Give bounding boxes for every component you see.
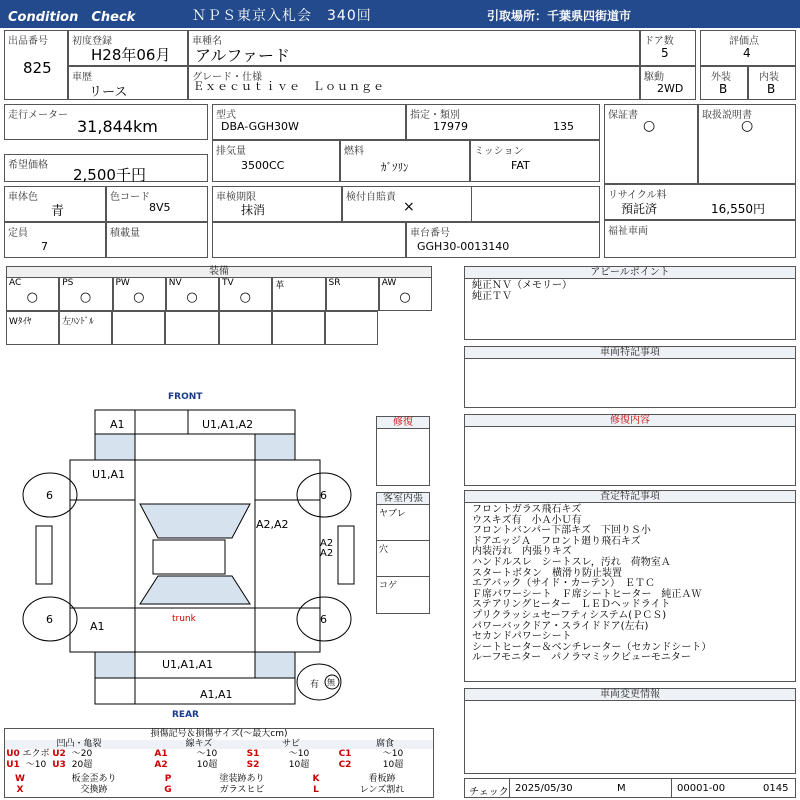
legend-group-rust: サビ — [245, 740, 337, 749]
exterior-label: 外装 — [711, 72, 731, 83]
price-value: 2,500千円 — [73, 166, 146, 184]
legend-others — [5, 775, 433, 797]
designation-value-2: 135 — [553, 120, 574, 133]
interior-burn: コゲ — [379, 581, 398, 591]
transmission-cell — [470, 140, 600, 182]
equipment-label: PS — [62, 278, 74, 288]
transmission-label: ミッション — [474, 146, 524, 157]
inspection-note-11: プリクラッシュセーフティシステム(ＰＣＳ) — [472, 609, 667, 621]
damage-front-right[interactable]: U1,A1,A2 — [202, 418, 254, 431]
header-bar — [0, 0, 800, 28]
fuel-label: 燃料 — [344, 146, 364, 157]
equipment-label: AC — [9, 278, 22, 288]
legend-other-0-e: K — [312, 774, 320, 784]
equipment-label: PW — [115, 278, 130, 288]
footer-number: 0145 — [763, 783, 789, 794]
capacity-label: 定員 — [8, 228, 28, 239]
score-label: 評価点 — [729, 36, 759, 47]
legend-code-1-b: ～10 — [25, 760, 47, 770]
welfare-cell — [604, 220, 796, 258]
legend-code-0-e: A1 — [154, 749, 168, 759]
footer-code: 00001-00 — [677, 783, 726, 794]
model-label: 型式 — [216, 110, 236, 121]
equipment-label: TV — [222, 278, 234, 288]
car-name-label: 車種名 — [192, 36, 222, 47]
interior-cell — [748, 66, 796, 100]
appeal-line-1: 純正ＮＶ（メモリー） — [472, 280, 572, 291]
damage-left-rear[interactable]: A1 — [90, 620, 105, 633]
change-info-title: 車両変更情報 — [465, 689, 795, 701]
special-notes-panel — [464, 346, 796, 408]
load-capacity-cell — [106, 222, 208, 258]
chassis-cell — [406, 222, 600, 258]
equipment-label: AW — [381, 278, 397, 288]
tire-rear-left[interactable]: 6 — [46, 613, 53, 626]
damage-left-front-door[interactable]: U1,A1 — [92, 468, 126, 481]
tire-rear-right[interactable]: 6 — [320, 613, 327, 626]
legend-code-1-j: 10超 — [382, 760, 404, 770]
doors-label: ドア数 — [644, 36, 674, 47]
legend-other-0-f: 看板跡 — [368, 774, 396, 784]
spare-tire-no: 無 — [327, 678, 335, 687]
damage-right-rear[interactable]: A2 A2 — [320, 538, 334, 559]
liability-label: 検付自賠責 — [346, 192, 396, 203]
body-color-value: 青 — [51, 204, 65, 219]
inspection-note-4: ドアエッジＡ フロント廻り飛石キズ — [472, 535, 641, 547]
legend-other-0-d: 塗装跡あり — [219, 774, 265, 784]
price-label: 希望価格 — [8, 160, 48, 171]
legend-other-1-c: G — [164, 785, 172, 795]
inspection-note-10: ステアリングヒーター ＬＥＤヘッドライト — [472, 599, 671, 611]
model-value: DBA-GGH30W — [221, 120, 299, 133]
legend-code-1-e: A2 — [154, 760, 168, 770]
equipment-title: 装備 — [6, 266, 432, 278]
price-cell — [4, 154, 208, 182]
appeal-panel — [464, 266, 796, 340]
legend-code-1-c: U3 — [52, 760, 66, 770]
transmission-value: FAT — [511, 159, 530, 172]
interior-hole: 穴 — [379, 545, 389, 555]
tire-front-right[interactable]: 6 — [320, 489, 327, 502]
repair-content-panel — [464, 414, 796, 486]
legend-code-1-h: 10超 — [288, 760, 310, 770]
warranty-cell — [604, 104, 698, 184]
first-registration-value: H28年06月 — [91, 46, 171, 64]
history-value: リース — [89, 85, 128, 100]
equipment-ps — [59, 277, 112, 311]
first-registration-label: 初度登録 — [72, 36, 112, 47]
inspection-notes-list — [472, 505, 711, 664]
legend-group-dent: 凹凸・亀裂 — [5, 740, 153, 749]
fuel-cell — [340, 140, 470, 182]
equipment-extra-0 — [6, 311, 59, 345]
front-label: FRONT — [168, 392, 203, 402]
liability-cell — [342, 186, 600, 222]
appeal-line-2: 純正ＴＶ — [472, 290, 512, 302]
displacement-value: 3500CC — [241, 159, 285, 172]
manual-cell — [698, 104, 796, 184]
repair-content-title: 修復内容 — [465, 415, 795, 427]
special-notes-title: 車両特記事項 — [465, 347, 795, 359]
pickup-location: 引取場所：千葉県四街道市 — [487, 9, 632, 23]
exterior-value: B — [719, 82, 728, 96]
car-name-cell — [188, 30, 640, 66]
equipment-pw — [113, 277, 166, 311]
equipment-mark: ○ — [239, 290, 251, 305]
damage-rear-bumper[interactable]: U1,A1,A1 — [162, 658, 214, 671]
drive-value: 2WD — [657, 82, 684, 95]
lot-number-label: 出品番号 — [8, 36, 48, 47]
blank-cell — [212, 222, 406, 258]
legend-code-0-d: ～20 — [71, 749, 93, 759]
designation-label: 指定・類別 — [410, 110, 460, 121]
inspection-notes-title: 査定特記事項 — [465, 491, 795, 503]
legend-code-1-f: 10超 — [196, 760, 218, 770]
legend-box — [4, 728, 434, 798]
inspection-expiry-value: 抹消 — [241, 203, 266, 217]
legend-other-1-f: レンズ割れ — [359, 785, 405, 795]
legend-code-1-a: U1 — [6, 760, 20, 770]
legend-code-0-i: C1 — [338, 749, 352, 759]
equipment-extra-5 — [272, 311, 325, 345]
legend-code-0-j: ～10 — [382, 749, 404, 759]
legend-codes — [5, 750, 433, 772]
car-name-value: アルファード — [195, 46, 291, 65]
inspection-note-7: スタートボタン 横滑り防止装置 — [472, 567, 622, 579]
legend-code-0-g: S1 — [246, 749, 260, 759]
interior-box — [376, 492, 430, 614]
appeal-title: アピールポイント — [465, 267, 795, 279]
chassis-value: GGH30-0013140 — [417, 240, 510, 253]
footer-bar — [464, 778, 796, 798]
doors-cell — [640, 30, 696, 66]
damage-right-doors[interactable]: A2,A2 — [256, 518, 289, 531]
recycle-label: リサイクル料 — [608, 190, 667, 201]
legend-title: 損傷記号＆損傷サイズ(～最大cm) — [150, 729, 288, 739]
checker: M — [617, 783, 626, 794]
equipment-sr — [326, 277, 379, 311]
legend-code-0-b: エクボ — [22, 749, 50, 759]
drive-cell — [640, 66, 696, 100]
equipment-extra-3 — [165, 311, 218, 345]
interior-label: 内装 — [759, 72, 779, 83]
equipment-mark: ○ — [133, 290, 145, 305]
designation-cell — [406, 104, 600, 140]
doors-value: 5 — [661, 46, 669, 60]
equipment-extra-1 — [59, 311, 112, 345]
warranty-label: 保証書 — [608, 110, 638, 121]
color-code-cell — [106, 186, 208, 222]
inspection-note-1: フロントガラス飛石キズ — [472, 504, 582, 515]
equipment-label: 革 — [275, 281, 285, 291]
mileage-cell — [4, 104, 208, 140]
inspection-note-5: 内装汚れ 内張りキズ — [472, 546, 572, 558]
equipment-nv — [166, 277, 219, 311]
designation-value-1: 17979 — [433, 120, 468, 133]
tire-front-left[interactable]: 6 — [46, 489, 53, 502]
spare-tire-yes: 有 — [310, 680, 320, 690]
check-label: チェック — [469, 787, 509, 798]
recycle-cell — [604, 184, 796, 220]
legend-code-1-d: 20超 — [71, 760, 93, 770]
displacement-label: 排気量 — [216, 146, 246, 157]
legend-other-1-b: 交換跡 — [80, 785, 108, 795]
manual-value: ○ — [741, 118, 754, 134]
first-registration-cell — [68, 30, 188, 66]
history-cell — [68, 66, 188, 100]
equipment-extra-4 — [219, 311, 272, 345]
recycle-status: 預託済 — [621, 202, 658, 216]
legend-group-scratch: 線キズ — [153, 740, 245, 749]
inspection-notes-panel — [464, 490, 796, 682]
exterior-cell — [700, 66, 748, 100]
inspection-note-8: エアバック（サイド・カーテン） ＥＴＣ — [472, 578, 655, 590]
legend-code-0-c: U2 — [52, 749, 66, 759]
equipment-extra-label: 左ﾊﾝﾄﾞﾙ — [62, 317, 94, 327]
legend-code-0-h: ～10 — [288, 749, 310, 759]
drive-label: 駆動 — [644, 72, 664, 83]
fuel-value: ｶﾞｿﾘﾝ — [381, 161, 409, 174]
equipment-extra-2 — [112, 311, 165, 345]
inspection-note-2: ウスキズ有 小Ａ小Ｕ有 — [472, 514, 582, 526]
legend-code-1-g: S2 — [246, 760, 260, 770]
repair-box-title: 修復 — [377, 417, 429, 429]
welfare-label: 福祉車両 — [608, 226, 648, 237]
inspection-note-6: ハンドルスレ シートスレ，汚れ 荷物室Ａ — [472, 556, 671, 568]
repair-box — [376, 416, 430, 486]
model-cell — [212, 104, 406, 140]
color-code-label: 色コード — [110, 192, 150, 203]
auction-title: ＮＰＳ東京入札会 340回 — [192, 8, 372, 24]
displacement-cell — [212, 140, 340, 182]
body-color-cell — [4, 186, 106, 222]
equipment-革 — [272, 277, 325, 311]
equipment-extra-6 — [325, 311, 378, 345]
recycle-amount: 16,550円 — [711, 202, 765, 216]
capacity-cell — [4, 222, 106, 258]
liability-value: × — [403, 199, 415, 215]
inspection-note-14: シートヒーター＆ベンチレーター（セカンドシート） — [472, 641, 712, 653]
check-date: 2025/05/30 — [515, 783, 573, 794]
legend-other-1-e: L — [313, 785, 319, 795]
inspection-expiry-label: 車検期限 — [216, 192, 256, 203]
change-info-panel — [464, 688, 796, 774]
legend-other-1-a: X — [16, 785, 24, 795]
legend-code-0-f: ～10 — [196, 749, 218, 759]
inspection-note-15: ルーフモニター パノラマミックビューモニター — [472, 652, 691, 664]
damage-rear-right[interactable]: A1,A1 — [200, 688, 233, 701]
mileage-label: 走行メーター — [8, 110, 68, 121]
equipment-aw — [379, 277, 432, 311]
warranty-value: ○ — [643, 118, 656, 134]
grade-value: Ｅｘｅｃｕｔｉｖｅ Ｌｏｕｎｇｅ — [193, 80, 385, 93]
equipment-extra-label: Wﾀｲﾔ — [9, 317, 32, 327]
inspection-expiry-cell — [212, 186, 342, 222]
lot-number-value: 825 — [23, 59, 52, 77]
interior-box-title: 客室内張 — [377, 493, 429, 505]
inspection-note-3: フロントバンパー下部キズ 下回りＳ小 — [472, 525, 651, 537]
condition-check-title: Condition Check — [8, 10, 136, 25]
equipment-grid — [6, 277, 432, 345]
legend-code-0-a: U0 — [6, 749, 20, 759]
legend-code-1-i: C2 — [338, 760, 352, 770]
history-label: 車歴 — [72, 72, 92, 83]
equipment-mark: ○ — [79, 290, 92, 305]
damage-front-left[interactable]: A1 — [110, 418, 125, 431]
legend-other-1-d: ガラスヒビ — [219, 785, 265, 795]
legend-other-0-a: W — [15, 774, 25, 784]
equipment-tv — [219, 277, 272, 311]
lot-number-cell — [4, 30, 68, 100]
score-cell — [700, 30, 796, 66]
grade-cell — [188, 66, 640, 100]
equipment-ac — [6, 277, 59, 311]
score-value: 4 — [743, 46, 751, 60]
legend-group-corrosion: 腐食 — [337, 740, 433, 749]
legend-other-0-c: P — [164, 774, 172, 784]
equipment-label: NV — [168, 278, 182, 288]
trunk-label: trunk — [172, 614, 196, 624]
interior-tear: ヤブレ — [379, 509, 406, 519]
chassis-label: 車台番号 — [410, 228, 450, 239]
inspection-note-9: Ｆ席パワーシート Ｆ席シートヒーター 純正ＡＷ — [472, 588, 702, 600]
mileage-value: 31,844km — [77, 117, 158, 136]
car-diagram — [22, 388, 378, 724]
inspection-note-12: パワーバックドア・スライドドア(左右) — [472, 620, 649, 632]
capacity-value: 7 — [41, 240, 48, 253]
inspection-note-13: セカンドパワーシート — [472, 631, 572, 643]
equipment-mark: ○ — [399, 290, 411, 305]
equipment-label: SR — [328, 278, 341, 288]
equipment-mark: ○ — [26, 290, 38, 305]
equipment-mark: ○ — [186, 290, 198, 305]
grade-label: グレード・仕様 — [192, 72, 262, 83]
body-color-label: 車体色 — [8, 192, 38, 203]
rear-label: REAR — [172, 710, 199, 720]
interior-value: B — [767, 82, 776, 96]
legend-other-0-b: 板金歪あり — [71, 774, 117, 784]
manual-label: 取扱説明書 — [702, 110, 752, 121]
load-capacity-label: 積載量 — [110, 228, 140, 239]
color-code-value: 8V5 — [149, 201, 171, 214]
